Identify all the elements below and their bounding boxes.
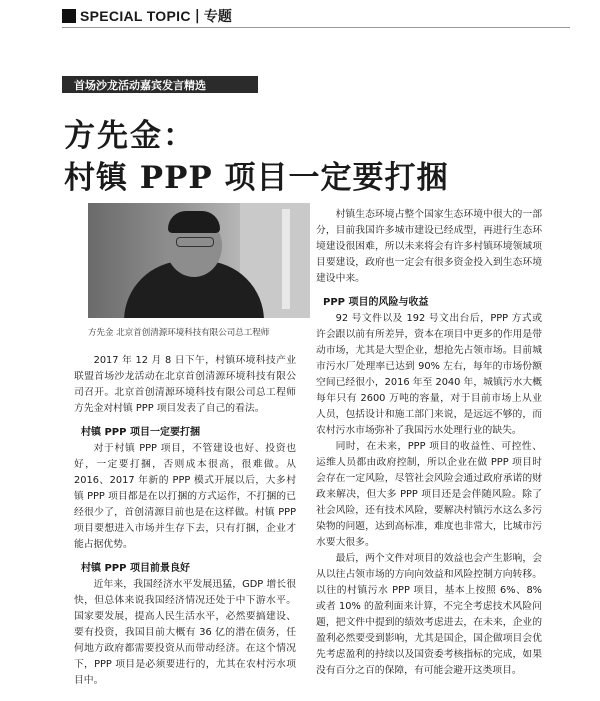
intro-paragraph: 2017 年 12 月 8 日下午，村镇环境科技产业联盟首场沙龙活动在北京首创清源环境科技有限公司召开。北京首创清源环境科技有限公司总工程师方先金对村镇 PPP 项目发表了自己的看法。: [74, 355, 296, 414]
paragraph-bundling: 对于村镇 PPP 项目，不管建设也好、投资也好，一定要打捆，否则成本很高，很难做。从 2016、2017 年新的 PPP 模式开展以后，大多村镇 PPP 项目都是在以打捆的方式运作，不打捆的已经很少了，首创清源目前也是在这样做。村镇 PPP 项目要想进入市场并生存下去，只有打捆，企业才能占据优势。: [74, 443, 296, 550]
header-divider: [62, 27, 570, 28]
paragraph-policy: 92 号文件以及 192 号文出台后，PPP 方式或许会跟以前有所差异，资本在项目中更多的作用是带动市场，尤其是大型企业，想抢先占领市场。目前城市污水厂处理率已达到 90% 左右，每年的市场份额空间已经很小，2016 年至 2040 年，城镇污水大概每年只有 2600 万吨的容量，对于目前市场上从业人员，包括设计和施工部门来说，是远远不够的，而农村污水市场弥补了我国污水处理行业的缺失。: [316, 313, 542, 436]
section-marker-icon: [62, 9, 76, 23]
photo-speaker-hair: [168, 211, 220, 233]
speaker-photo: [88, 203, 310, 318]
photo-speaker-glasses: [176, 237, 214, 247]
section-title-en: SPECIAL TOPIC: [80, 8, 191, 24]
paragraph-outlook: 近年来，我国经济水平发展迅猛，GDP 增长很快，但总体来说我国经济情况还处于中下游水平。国家要发展，提高人民生活水平，必然要搞建设、要有投资，我国目前大概有 36 亿的潜在债务，任何地方政府都需要投资从而带动经济。在这个情况下，PPP 项目是必须要进行的，尤其在农村污水项目中。: [74, 579, 296, 686]
event-badge: 首场沙龙活动嘉宾发言精选: [62, 76, 258, 93]
section-title-zh: 专题: [203, 9, 232, 25]
section-heading-bundling: 村镇 PPP 项目一定要打捆: [81, 427, 200, 438]
section-heading-outlook: 村镇 PPP 项目前景良好: [81, 563, 190, 574]
paragraph-risk: 同时，在未来，PPP 项目的收益性、可控性、运维人员都由政府控制，所以企业在做 PPP 项目时会存在一定风险，尽管社会风险会通过政府承诺的财政来解决，但大多 PPP 项目还是会伴随风险。除了社会风险，还有技术风险，要解决村镇污水这么多污染物的问题，达到高标准，难度也非常大，比城市污水要大很多。: [316, 441, 542, 548]
article-title-line2: 村镇 PPP 项目一定要打捆: [64, 160, 449, 196]
section-separator: |: [194, 8, 200, 24]
photo-lamp: [282, 209, 290, 309]
paragraph-returns: 最后，两个文件对项目的效益也会产生影响，会从以往占领市场的方向向效益和风险控制方向转移。以往的村镇污水 PPP 项目，基本上按照 6%、8% 或者 10% 的盈利面来计算，不完全考虑技术风险问题，把文件中提到的绩效考虑进去，在未来，企业的盈利必然要受到影响，尤其是国企，国企做项目会优先考虑盈利的持续以及国资委考核指标的完成，如果没有百分之百的保障，有可能会避开这类项目。: [316, 553, 542, 676]
section-header: [62, 6, 232, 26]
right-column: [316, 207, 542, 679]
article-title-line1: 方先金：: [64, 118, 196, 154]
paragraph-ecology: 村镇生态环境占整个国家生态环境中很大的一部分，目前我国许多城市建设已经成型，再进行生态环境建设很困难，所以未来将会有许多村镇环境领域项目要建设，政府也一定会有很多资金投入到生态环境建设中来。: [316, 209, 542, 284]
section-heading-risk: PPP 项目的风险与收益: [323, 297, 429, 308]
left-column: [74, 353, 296, 689]
photo-caption: 方先金 北京首创清源环境科技有限公司总工程师: [88, 328, 270, 338]
